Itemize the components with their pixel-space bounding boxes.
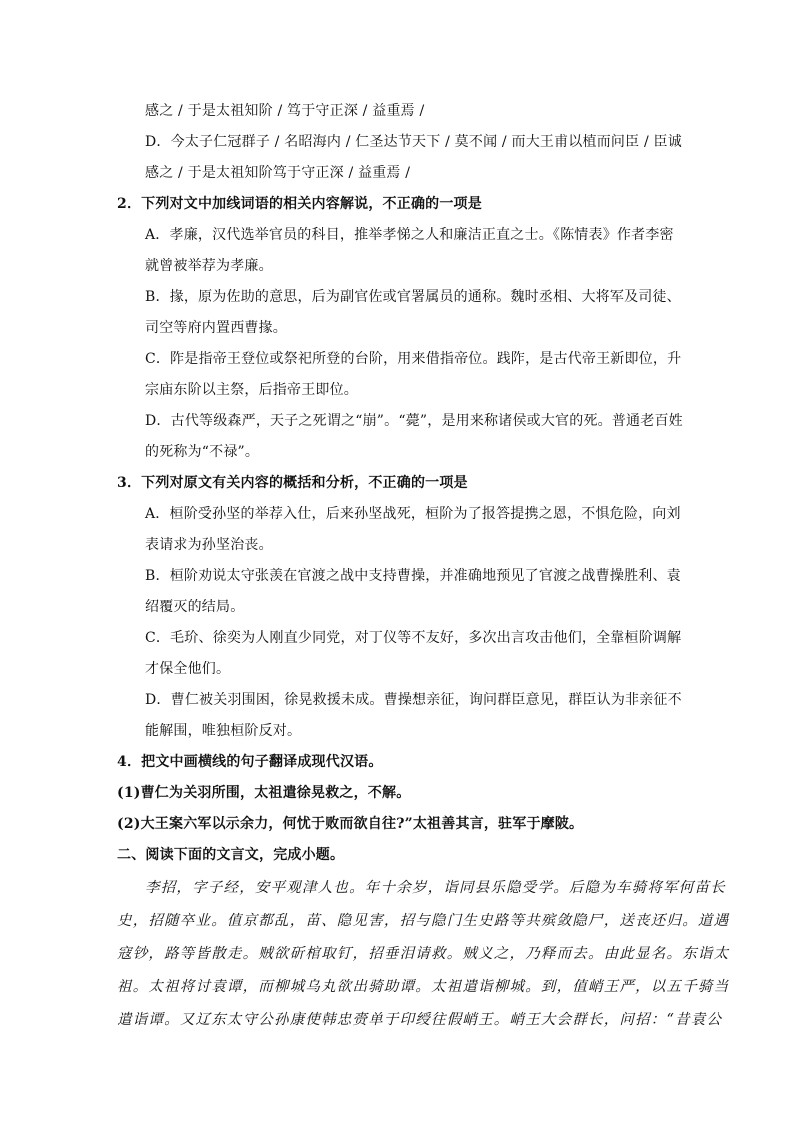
question-2-option-d-line-1: D．古代等级森严，天子之死谓之“崩”。“薨”，是用来称诸侯或大官的死。普通老百姓 <box>145 413 683 429</box>
question-3-option-b-line-1: B．桓阶劝说太守张羡在官渡之战中支持曹操，并准确地预见了官渡之战曹操胜利、袁 <box>145 568 681 584</box>
question-3-stem: 3．下列对原文有关内容的概括和分析，不正确的一项是 <box>117 475 468 491</box>
question-2-option-a-line-1: A．孝廉，汉代选举官员的科目，推举孝悌之人和廉洁正直之士。《陈情表》作者李密 <box>145 227 674 243</box>
question-2-option-c-line-2: 宗庙东阶以主祭，后指帝王即位。 <box>145 382 358 398</box>
question-3-option-d-line-2: 能解围，唯独桓阶反对。 <box>145 723 302 739</box>
passage-line-3: 寇钞，路等皆散走。贼欲斫棺取钉，招垂泪请救。贼义之，乃释而去。由此显名。东诣太 <box>117 946 730 962</box>
question-3-option-a-line-2: 表请求为孙坚治丧。 <box>145 537 273 553</box>
option-d-line-2: 感之 / 于是太祖知阶笃于守正深 / 益重焉 / <box>145 165 411 181</box>
question-3-option-c-line-1: C．毛玠、徐奕为人刚直少同党，对丁仪等不友好，多次出言攻击他们，全靠桓阶调解 <box>145 630 682 646</box>
question-2-option-b-line-1: B．掾，原为佐助的意思，后为副官佐或官署属员的通称。魏时丞相、大将军及司徒、 <box>145 289 681 305</box>
question-3-option-a-line-1: A．桓阶受孙坚的举荐入仕，后来孙坚战死，桓阶为了报答提携之恩，不惧危险，向刘 <box>145 506 681 522</box>
passage-line-5: 遣诣谭。又辽东太守公孙康使韩忠赍单于印绶往假峭王。峭王大会群长，问招：“昔袁公 <box>117 1012 723 1028</box>
question-3-option-b-line-2: 绍覆灭的结局。 <box>145 599 245 615</box>
question-3-option-c-line-2: 才保全他们。 <box>145 661 231 677</box>
question-2-option-b-line-2: 司空等府内置西曹掾。 <box>145 320 287 336</box>
question-4-stem: 4．把文中画横线的句子翻译成现代汉语。 <box>117 754 383 770</box>
passage-line-2: 史，招随卒业。值京都乱，苗、隐见害，招与隐门生史路等共殡敛隐尸，送丧还归。道遇 <box>117 913 730 929</box>
passage-line-1: 李招，字子经，安平观津人也。年十余岁，诣同县乐隐受学。后隐为车骑将军何苗长 <box>145 880 726 896</box>
question-2-option-a-line-2: 就曾被举荐为孝廉。 <box>145 258 273 274</box>
passage-line-4: 祖。太祖将讨袁谭，而柳城乌丸欲出骑助谭。太祖遣诣柳城。到，值峭王严，以五千骑当 <box>117 979 730 995</box>
question-3-option-d-line-1: D．曹仁被关羽围困，徐晃救援未成。曹操想亲征，询问群臣意见，群臣认为非亲征不 <box>145 692 682 708</box>
question-2-stem: 2．下列对文中加线词语的相关内容解说，不正确的一项是 <box>117 196 482 212</box>
question-2-option-c-line-1: C．阼是指帝王登位或祭祀所登的台阶，用来借指帝位。践阼，是古代帝王新即位，升 <box>145 351 682 367</box>
option-c-continuation: 感之 / 于是太祖知阶 / 笃于守正深 / 益重焉 / <box>145 103 425 119</box>
option-d-line-1: D．今太子仁冠群子 / 名昭海内 / 仁圣达节天下 / 莫不闻 / 而大王甫以植而问臣 / 臣诚 <box>145 134 682 150</box>
question-4-sentence-2: (2)大王案六军以示余力，何忧于败而欲自往?”太祖善其言，驻军于摩陂。 <box>117 816 584 832</box>
question-2-option-d-line-2: 的死称为“不禄”。 <box>145 444 260 460</box>
question-4-sentence-1: (1)曹仁为关羽所围，太祖遣徐晃救之，不解。 <box>117 785 411 801</box>
section-2-heading: 二、阅读下面的文言文，完成小题。 <box>117 847 345 863</box>
